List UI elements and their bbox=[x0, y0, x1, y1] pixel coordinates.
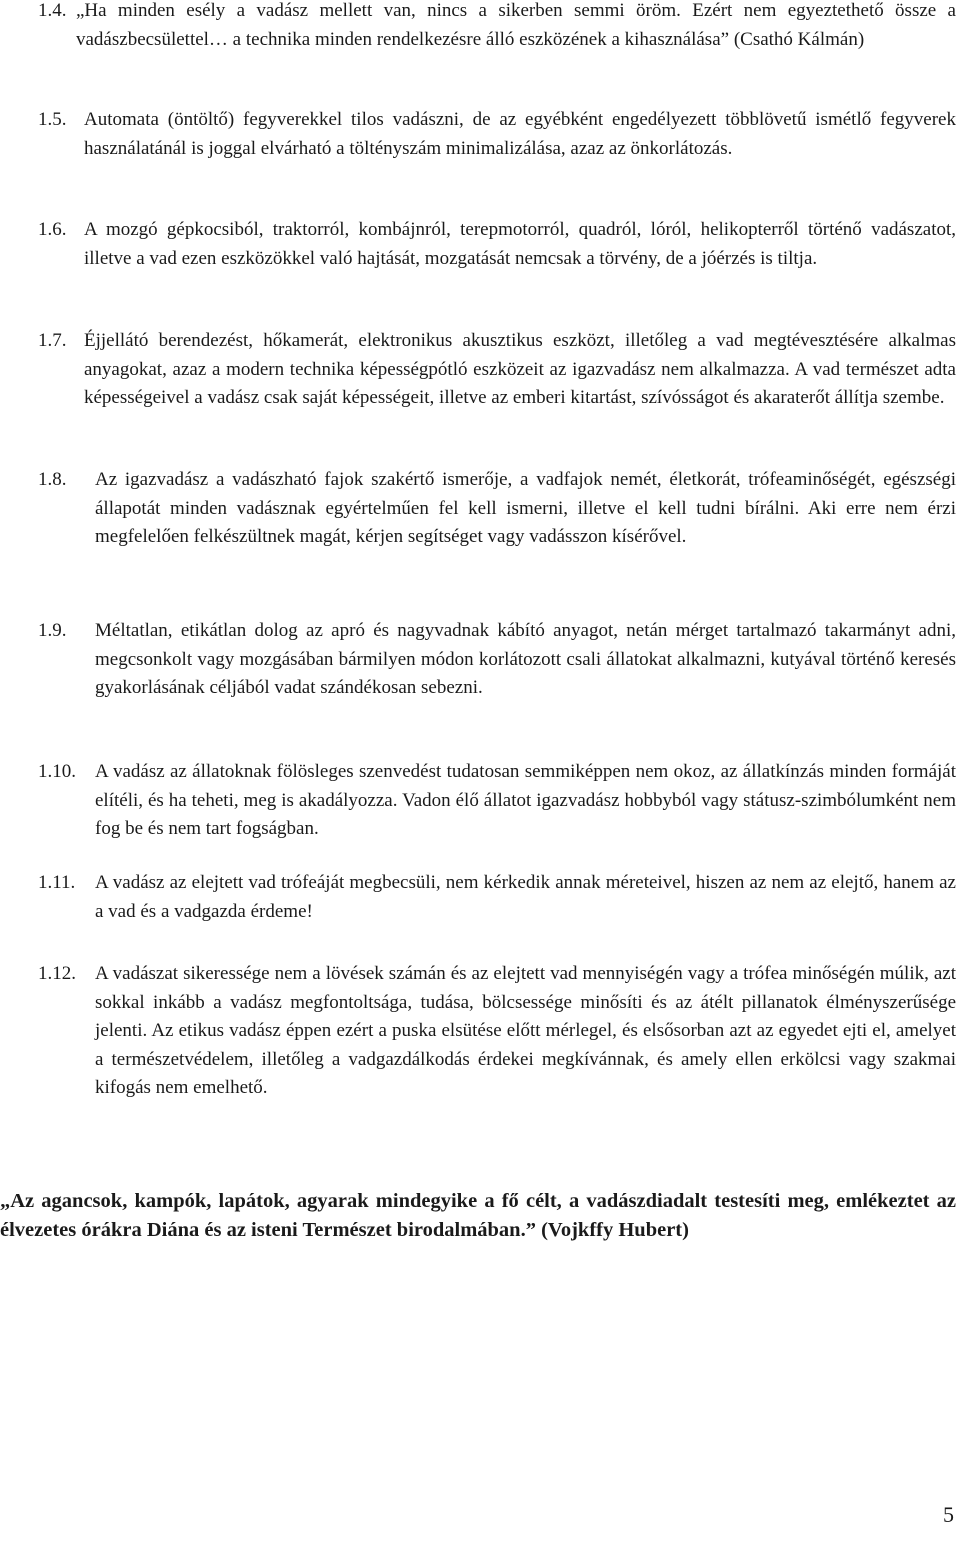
item-number: 1.12. bbox=[38, 963, 76, 984]
list-item bbox=[38, 0, 956, 54]
item-number: 1.11. bbox=[38, 872, 76, 893]
list-item bbox=[38, 466, 956, 552]
item-text: A vadász az elejtett vad trófeáját megbecsüli, nem kérkedik annak méreteivel, hiszen az nem az elejtő, hanem az a vad és a vadgazda érdeme! bbox=[95, 872, 956, 922]
item-text: „Ha minden esély a vadász mellett van, nincs a sikerben semmi öröm. Ezért nem egyeztethető össze a vadászbecsülettel… a technika minden rendelkezésre álló eszközének a kihasználása” (Csathó Kálmán) bbox=[76, 0, 956, 50]
item-text: Automata (öntöltő) fegyverekkel tilos vadászni, de az egyébként engedélyezett többlövetű ismétlő fegyverek használatánál is joggal elvárható a töltényszám minimalizálása, azaz az önkorlátozás. bbox=[84, 109, 956, 159]
list-item bbox=[38, 617, 956, 703]
list-item bbox=[38, 758, 956, 844]
item-text: Méltatlan, etikátlan dolog az apró és nagyvadnak kábító anyagot, netán mérget tartalmazó takarmányt adni, megcsonkolt vagy mozgásában bármilyen módon korlátozott csali állatokat alkalmazni, kutyával történő keresés gyakorlásának céljából vadat szándékosan sebezni. bbox=[95, 620, 956, 699]
list-item bbox=[38, 106, 956, 163]
item-text: A vadász az állatoknak fölösleges szenvedést tudatosan semmiképpen nem okoz, az állatkínzás minden formáját elítéli, és ha teheti, meg is akadályozza. Vadon élő állatot igazvadász hobbyból vagy státusz-szimbólumként nem fog be és nem tart fogságban. bbox=[95, 761, 956, 840]
item-number: 1.4. bbox=[38, 0, 67, 21]
item-number: 1.7. bbox=[38, 330, 67, 351]
item-text: Az igazvadász a vadászható fajok szakértő ismerője, a vadfajok nemét, életkorát, trófeaminőségét, egészségi állapotát minden vadásznak egyértelműen fel kell ismerni, illetve el kell tudni bírálni. Aki erre nem érzi megfelelően felkészültnek magát, kérjen segítséget vagy vadásszon kísérővel. bbox=[95, 469, 956, 548]
item-number: 1.10. bbox=[38, 761, 76, 782]
item-text: Éjjellátó berendezést, hőkamerát, elektronikus akusztikus eszközt, illetőleg a vad megtévesztésére alkalmas anyagokat, azaz a modern technika képességpótló eszközeit az igazvadász nem alkalmazza. A vad természet adta képességeivel a vadász csak saját képességeit, illetve az emberi kitartást, szívósságot és akaraterőt állítja szembe. bbox=[84, 330, 956, 409]
item-number: 1.9. bbox=[38, 620, 67, 641]
closing-quote: „Az agancsok, kampók, lapátok, agyarak mindegyike a fő célt, a vadászdiadalt testesíti meg, emlékeztet az élvezetes órákra Diána és az isteni Természet birodalmában.” (Vojkffy Hubert) bbox=[0, 1190, 956, 1242]
item-text: A vadászat sikeressége nem a lövések számán és az elejtett vad mennyiségén vagy a trófea minőségén múlik, azt sokkal inkább a vadász megfontoltsága, tudása, bölcsessége minősíti és az átélt pillanatok élményszerűsége jelenti. Az etikus vadász éppen ezért a puska elsütése előtt mérlegel, és elsősorban azt az egyedet ejti el, amelyet a természetvédelem, illetőleg a vadgazdálkodás érdekei megkívánnak, és amely ellen erkölcsi vagy szakmai kifogás nem emelhető. bbox=[95, 963, 956, 1099]
list-item bbox=[38, 327, 956, 413]
page-number: 5 bbox=[943, 1502, 954, 1527]
item-number: 1.5. bbox=[38, 109, 67, 130]
list-item bbox=[38, 869, 956, 926]
list-item bbox=[38, 960, 956, 1103]
item-text: A mozgó gépkocsiból, traktorról, kombájnról, terepmotorról, quadról, lóról, helikopterről történő vadászatot, illetve a vad ezen eszközökkel való hajtását, mozgatását nemcsak a törvény, de a jóérzés is tiltja. bbox=[84, 219, 956, 269]
item-number: 1.8. bbox=[38, 469, 67, 490]
list-item bbox=[38, 216, 956, 273]
item-number: 1.6. bbox=[38, 219, 67, 240]
